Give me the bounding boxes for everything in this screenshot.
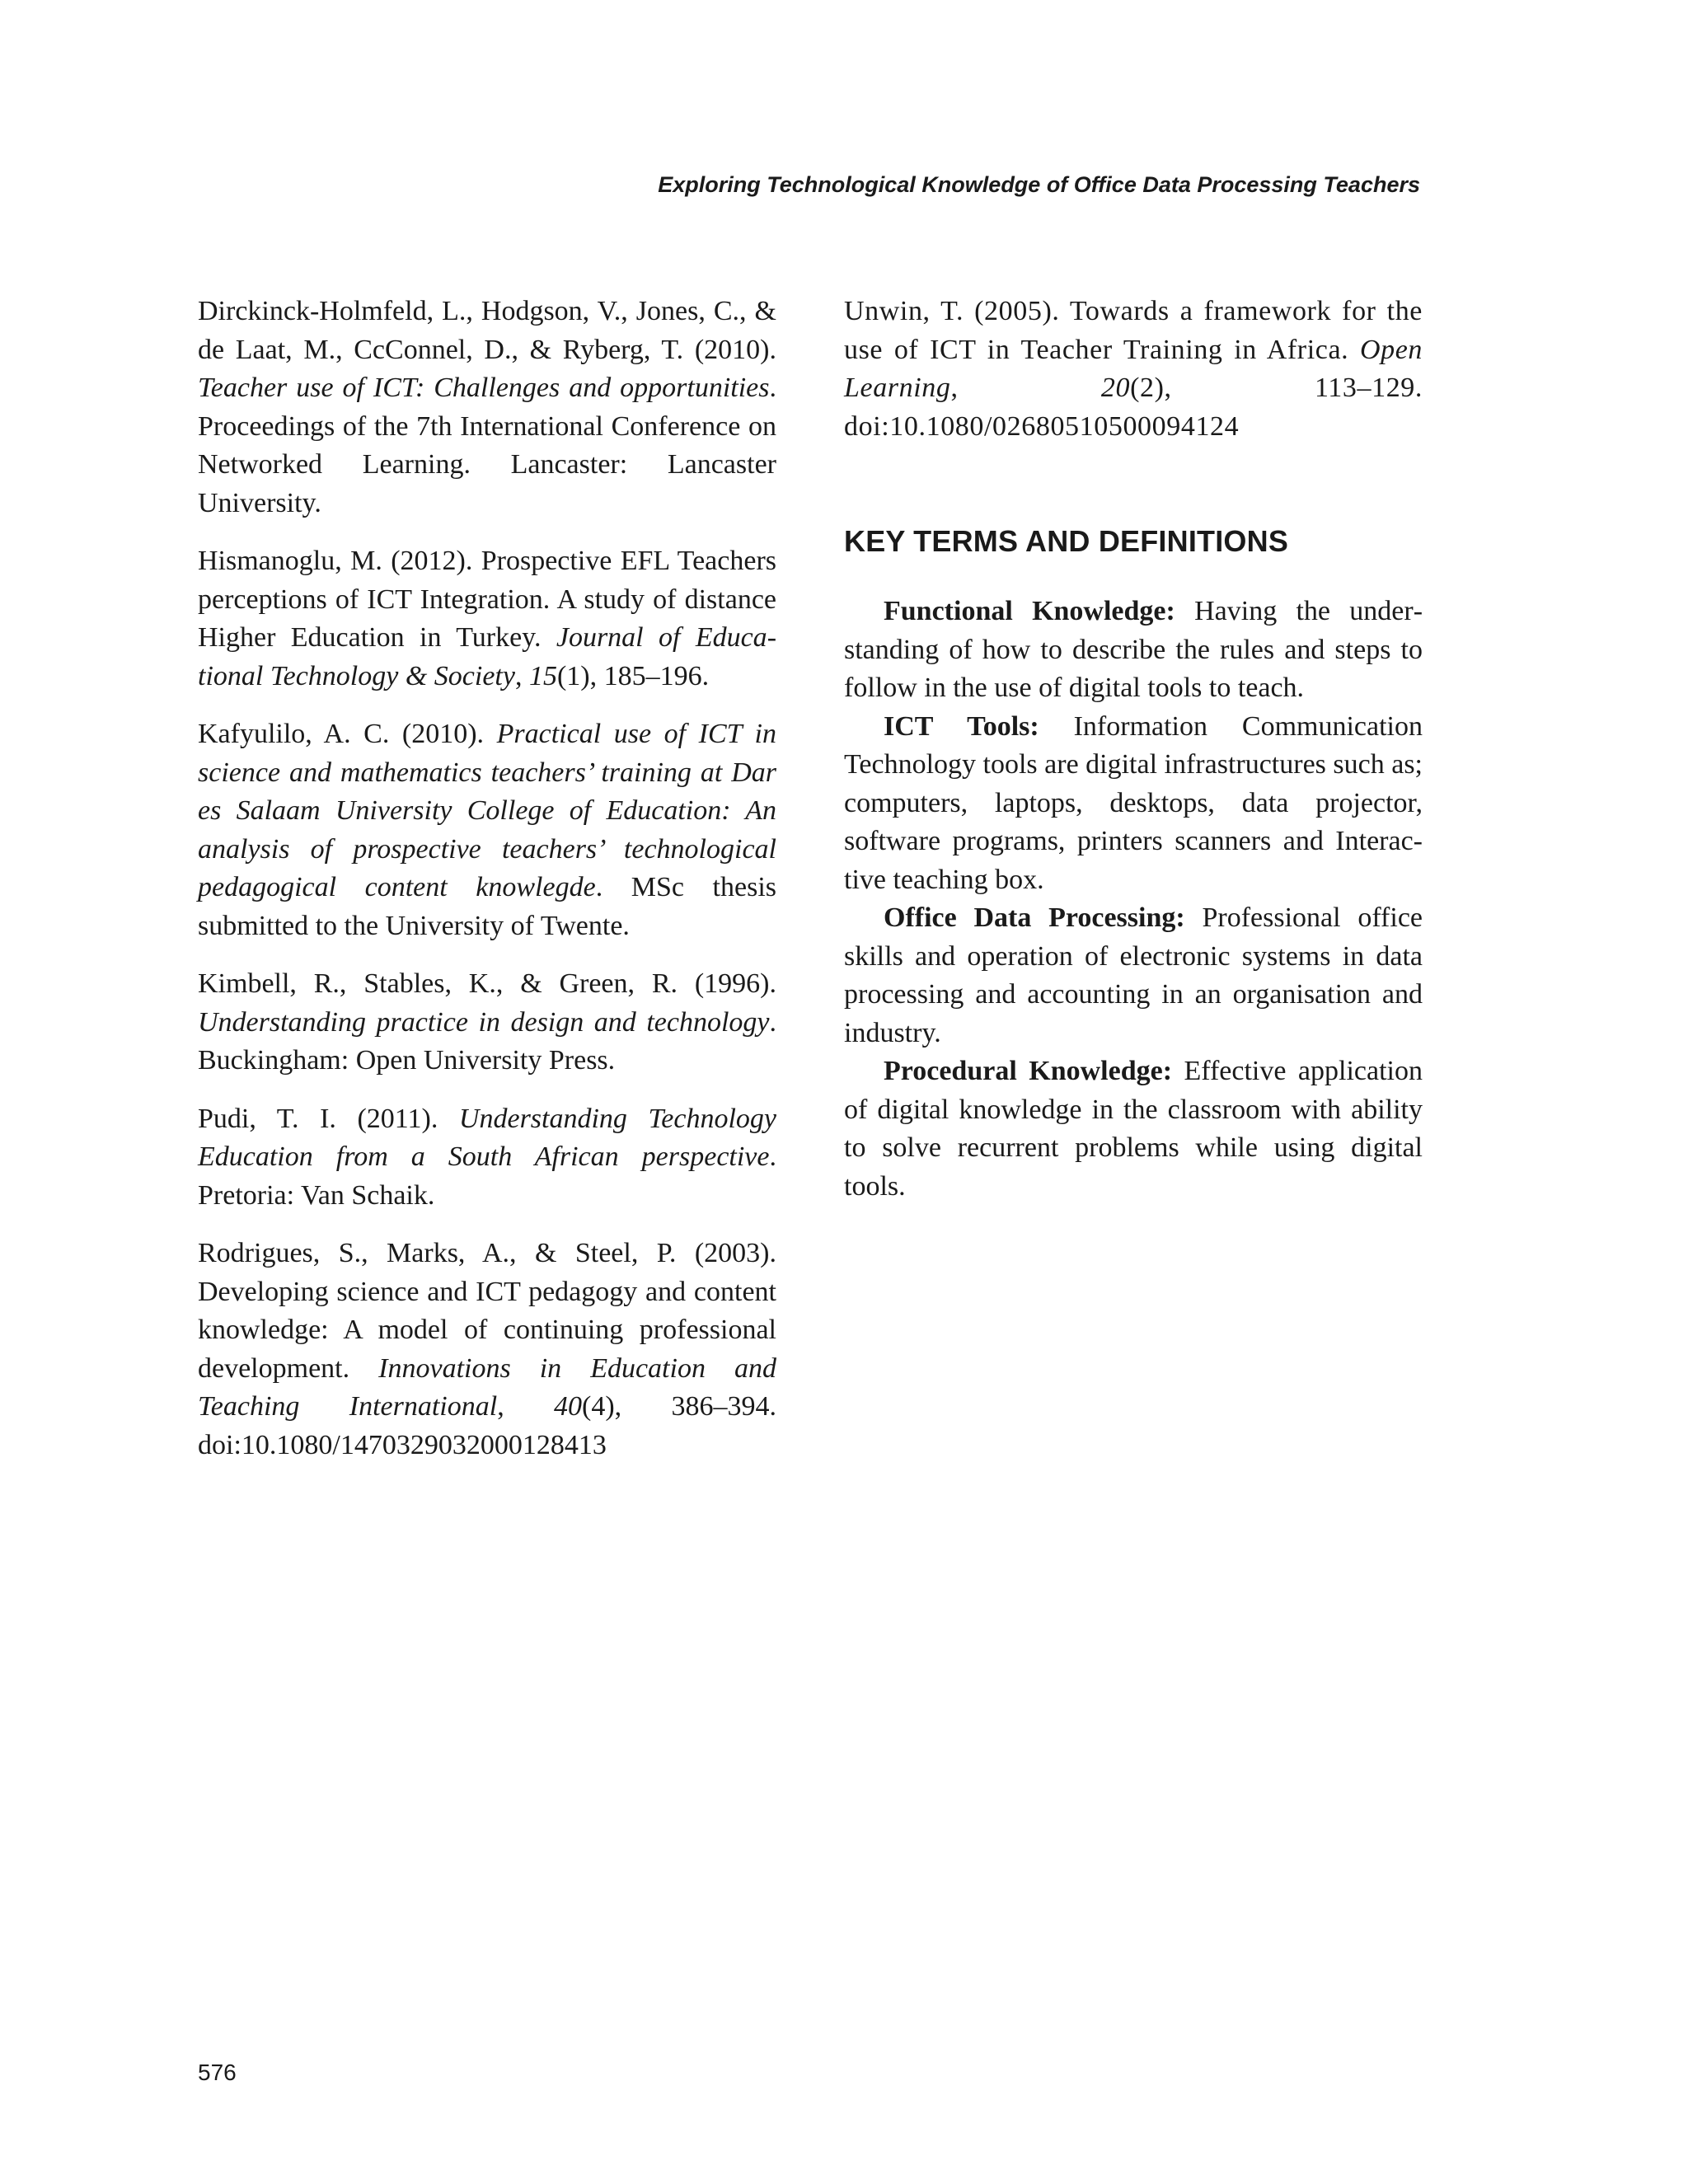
reference-item xyxy=(198,965,776,1080)
definition-term: Office Data Processing: xyxy=(884,902,1185,933)
reference-source: . Pretoria: Van Schaik. xyxy=(198,1141,776,1211)
definition-term: Functional Knowledge: xyxy=(884,596,1175,626)
reference-authors-year: Pudi, T. I. (2011). xyxy=(198,1103,459,1134)
reference-item xyxy=(198,542,776,696)
reference-journal: Innovations in Education and Teaching International xyxy=(198,1352,776,1422)
definition-term: Procedural Knowledge: xyxy=(884,1056,1173,1086)
reference-title: Understanding practice in design and technology xyxy=(198,1006,770,1038)
reference-title: Teacher use of ICT: Challenges and opportunities xyxy=(198,373,770,403)
definition-item xyxy=(844,899,1423,1052)
reference-title: Understanding Technology Education from a South African perspective xyxy=(198,1103,776,1172)
reference-item xyxy=(198,1235,776,1465)
reference-authors-year: Unwin, T. (2005). Towards a framework for the use of ICT in Teacher Training in Africa. xyxy=(844,296,1423,365)
reference-volume: 40 xyxy=(554,1391,583,1422)
definition-text: Effective application of digital knowledge in the classroom with ability to solve recurrent problems while using digital tools. xyxy=(844,1056,1423,1202)
reference-authors-year: Kafyulilo, A. C. (2010). xyxy=(198,719,497,749)
reference-item xyxy=(844,293,1423,446)
reference-authors-year: Kimbell, R., Stables, K., & Green, R. (1996). xyxy=(198,968,776,999)
definition-item xyxy=(844,1052,1423,1206)
left-column xyxy=(198,293,776,1484)
right-column xyxy=(844,293,1423,1206)
reference-source: . Proceedings of the 7th International Conference on Networked Learning. Lancaster: Lancaster University. xyxy=(198,373,776,518)
reference-source: . MSc thesis submitted to the University of Twente. xyxy=(198,872,776,941)
reference-issue-pages: (4), 386–394. doi:10.1080/1470329032000128413 xyxy=(198,1391,776,1460)
reference-issue-pages: (1), 185–196. xyxy=(556,660,710,691)
reference-separator: , xyxy=(497,1391,555,1422)
reference-item xyxy=(198,715,776,945)
definition-term: ICT Tools: xyxy=(884,710,1039,742)
reference-volume: 15 xyxy=(528,660,557,691)
reference-authors-year: Dirckinck-Holmfeld, L., Hodgson, V., Jones, C., & de Laat, M., CcConnel, D., & Ryberg, T. (2010). xyxy=(198,296,776,365)
reference-item xyxy=(198,293,776,523)
reference-separator: , xyxy=(514,660,529,691)
page-number: 576 xyxy=(198,2060,237,2085)
reference-separator: , xyxy=(950,373,1101,403)
reference-issue-pages: (2), 113–129. doi:10.1080/02680510500094124 xyxy=(844,373,1423,442)
reference-item xyxy=(198,1100,776,1216)
definition-text: Having the understanding of how to describe the rules and steps to follow in the use of digital tools to teach. xyxy=(844,596,1423,703)
running-head: Exploring Technological Knowledge of Office Data Processing Teachers xyxy=(658,172,1420,197)
definition-text: Professional office skills and operation of electronic systems in data processing and accounting in an organisation and industry. xyxy=(844,902,1423,1048)
reference-authors-year: Rodrigues, S., Marks, A., & Steel, P. (2003). Developing science and ICT pedagogy and content knowledge: A model of continuing professional development. xyxy=(198,1238,776,1384)
key-terms-heading: KEY TERMS AND DEFINITIONS xyxy=(844,524,1289,558)
reference-volume: 20 xyxy=(1100,373,1131,403)
reference-journal: Open Learning xyxy=(844,334,1423,403)
reference-authors-year: Hismanoglu, M. (2012). Prospective EFL Teachers perceptions of ICT Integration. A study of distance Higher Education in Turkey. xyxy=(198,546,776,653)
reference-journal: Journal of Educational Technology & Society xyxy=(198,622,777,691)
definition-item xyxy=(844,708,1423,900)
reference-source: . Buckingham: Open University Press. xyxy=(198,1006,776,1076)
definition-text: Information Communication Technology tools are digital infrastructures such as; computers, laptops, desktops, data projector, software programs, printers scanners and Interactive teaching box. xyxy=(844,710,1423,895)
definition-item xyxy=(844,593,1423,708)
reference-title: Practical use of ICT in science and mathematics teachers’ training at Dar es Salaam University College of Education: An analysis of prospective teachers’ technological pedagogical content knowlegde xyxy=(198,719,776,902)
